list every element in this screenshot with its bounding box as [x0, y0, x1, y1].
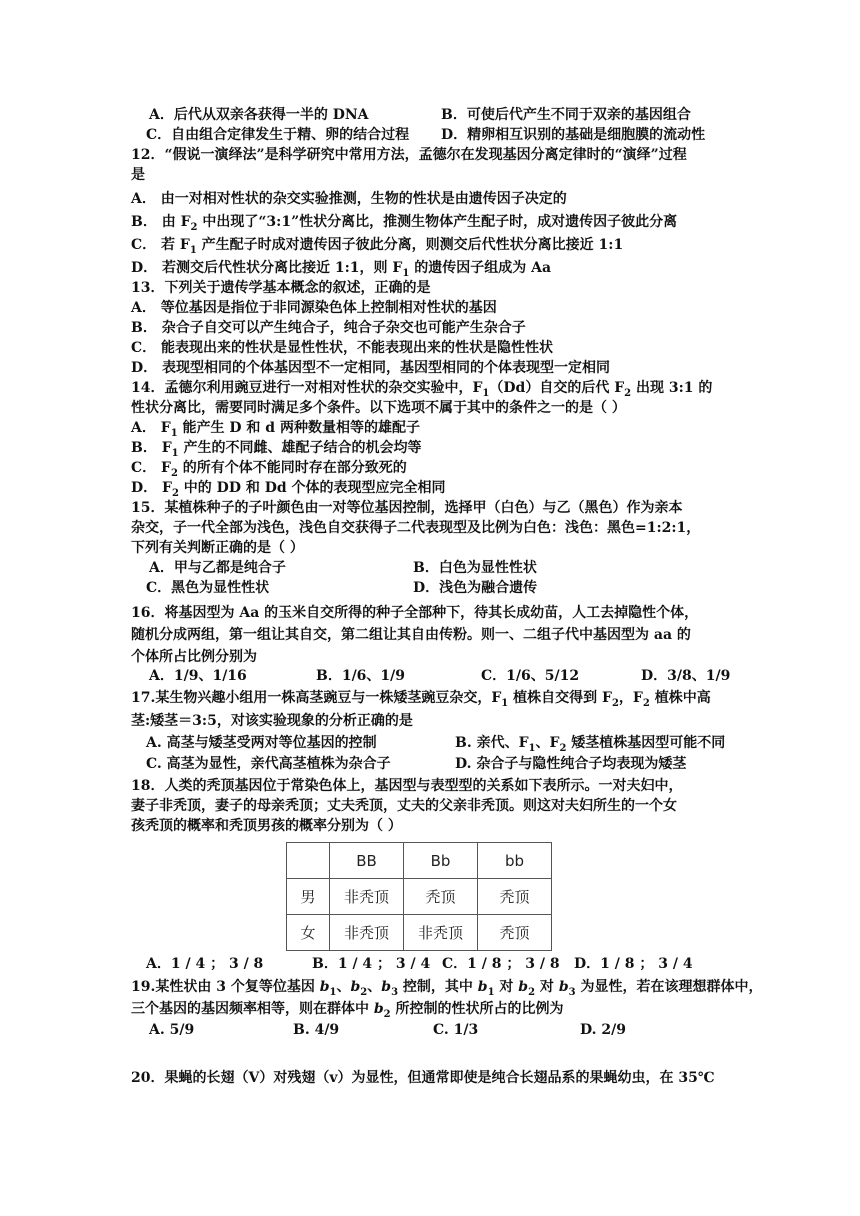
table-cell: 秃顶: [404, 879, 478, 915]
q18-stem-cont: 妻子非秃顶，妻子的母亲秃顶；丈夫秃顶，丈夫的父亲非秃顶。则这对夫妇所生的一个女: [131, 798, 677, 814]
q16-stem-cont2: 个体所占比例分别为: [131, 649, 257, 665]
q15-stem: 15．某植株种子的子叶颜色由一对等位基因控制，选择甲（白色）与乙（黑色）作为亲本: [131, 500, 683, 516]
q17-stem-cont: 茎:矮茎＝3:5，对该实验现象的分析正确的是: [131, 713, 413, 729]
q12-option-c: C． 若 $F_1$ 产生配子时成对遗传因子彼此分离，则测交后代性状分离比接近 1:1: [131, 237, 624, 256]
q16-stem-cont: 随机分成两组，第一组让其自交，第二组让其自由传粉。则一、二组子代中基因型为 aa 的: [131, 627, 691, 643]
q19-stem-cont: 三个基因的基因频率相等，则在群体中 $b_2$ 所控制的性状所占的比例为: [131, 1001, 564, 1020]
q19-option-b: B. 4/9: [293, 1022, 340, 1038]
table-header-row: [287, 843, 552, 879]
q15-option-a: A．甲与乙都是纯合子: [149, 560, 286, 576]
q20-stem: 20．果蝇的长翅（V）对残翅（v）为显性，但通常即使是纯合长翅品系的果蝇幼虫，在 35℃: [131, 1070, 715, 1086]
q16-option-c: C．1/6、5/12: [481, 668, 580, 684]
q14-option-c: C． $F_2$ 的所有个体不能同时存在部分致死的: [131, 460, 407, 479]
q13-option-a: A． 等位基因是指位于非同源染色体上控制相对性状的基因: [131, 300, 497, 316]
q11-option-d: D．精卵相互识别的基础是细胞膜的流动性: [441, 127, 706, 143]
table-row: [287, 879, 552, 915]
q17-option-c: C. 高茎为显性，亲代高茎植株为杂合子: [146, 756, 391, 772]
q12-option-a: A． 由一对相对性状的杂交实验推测，生物的性状是由遗传因子决定的: [131, 191, 567, 207]
q12-option-b: B． 由 $F_2$ 中出现了“3:1”性状分离比，推测生物体产生配子时，成对遗传因子彼此分离: [131, 214, 678, 233]
q19-option-d: D. 2/9: [580, 1022, 626, 1038]
q16-stem: 16．将基因型为 Aa 的玉米自交所得的种子全部种下，待其长成幼苗，人工去掉隐性个体，: [131, 605, 699, 621]
q14-stem: 14．孟德尔利用豌豆进行一对相对性状的杂交实验中，$F_1(Dd)$自交的后代 $F_2$ 出现 3:1 的: [131, 380, 713, 399]
q12-option-d: D． 若测交后代性状分离比接近 1:1，则 $F_1$ 的遗传因子组成为 Aa: [131, 260, 552, 279]
q17-stem: 17.某生物兴趣小组用一株高茎豌豆与一株矮茎豌豆杂交，$F_1$ 植株自交得到 $F_2$，$F_2$ 植株中高: [131, 690, 711, 709]
q18-option-b: B．1 / 4 ； 3 / 4: [312, 956, 431, 972]
q16-option-a: A．1/9、1/16: [149, 668, 247, 684]
table-cell: Bb: [404, 843, 478, 879]
q13-option-d: D． 表现型相同的个体基因型不一定相同，基因型相同的个体表现型一定相同: [131, 360, 611, 376]
q15-option-b: B．白色为显性性状: [413, 560, 537, 576]
q14-option-b: B． $F_1$ 产生的不同雌、雄配子结合的机会均等: [131, 440, 422, 459]
table-cell: 秃顶: [478, 915, 552, 951]
q19-option-a: A. 5/9: [149, 1022, 195, 1038]
table-cell: bb: [478, 843, 552, 879]
q14-stem-cont: 性状分离比，需要同时满足多个条件。以下选项不属于其中的条件之一的是（ ）: [131, 400, 626, 416]
q15-stem-cont2: 下列有关判断正确的是（ ）: [131, 540, 304, 556]
q11-option-b: B．可使后代产生不同于双亲的基因组合: [441, 107, 691, 123]
q18-stem: 18．人类的秃顶基因位于常染色体上，基因型与表型型的关系如下表所示。一对夫妇中，: [131, 778, 683, 794]
q16-option-d: D．3/8、1/9: [641, 668, 731, 684]
q15-stem-cont: 杂交，子一代全部为浅色，浅色自交获得子二代表现型及比例为白色：浅色：黑色=1:2:1，: [131, 520, 701, 536]
q16-option-b: B．1/6、1/9: [316, 668, 406, 684]
table-cell: 秃顶: [478, 879, 552, 915]
q17-option-d: D. 杂合子与隐性纯合子均表现为矮茎: [455, 756, 687, 772]
table-cell: 非秃顶: [330, 879, 404, 915]
baldness-genotype-table: [286, 842, 552, 951]
q14-option-d: D． $F_2$ 中的 DD 和 Dd 个体的表现型应完全相同: [131, 480, 446, 499]
q18-option-a: A．1 / 4 ； 3 / 8: [146, 956, 264, 972]
q18-option-c: C．1 / 8 ； 3 / 8: [442, 956, 560, 972]
q15-option-c: C．黑色为显性性状: [146, 580, 270, 596]
table-cell: 女: [287, 915, 330, 951]
q13-stem: 13．下列关于遗传学基本概念的叙述，正确的是: [131, 280, 431, 296]
q12-stem: 12．“假说一演绎法”是科学研究中常用方法，孟德尔在发现基因分离定律时的“演绎”过程: [131, 147, 687, 163]
table-cell: BB: [330, 843, 404, 879]
q15-option-d: D．浅色为融合遗传: [413, 580, 538, 596]
table-cell: 非秃顶: [330, 915, 404, 951]
q19-option-c: C. 1/3: [433, 1022, 479, 1038]
table-row: [287, 915, 552, 951]
table-cell: 男: [287, 879, 330, 915]
q11-option-c: C．自由组合定律发生于精、卵的结合过程: [146, 127, 410, 143]
q18-stem-cont2: 孩秃顶的概率和秃顶男孩的概率分别为（ ）: [131, 818, 402, 834]
table-cell: 非秃顶: [404, 915, 478, 951]
q12-stem-cont: 是: [131, 167, 145, 183]
q17-option-b: B. 亲代、$F_1$、$F_2$ 矮茎植株基因型可能不同: [455, 735, 726, 754]
q17-option-a: A. 高茎与矮茎受两对等位基因的控制: [146, 735, 377, 751]
q18-option-d: D．1 / 8 ； 3 / 4: [574, 956, 693, 972]
q13-option-b: B． 杂合子自交可以产生纯合子，纯合子杂交也可能产生杂合子: [131, 320, 526, 336]
q11-option-a: A．后代从双亲各获得一半的 DNA: [149, 107, 369, 123]
q19-stem: 19.某性状由 3 个复等位基因 $b_1$、$b_2$、$b_3$ 控制，其中 $b_1$ 对 $b_2$ 对 $b_3$ 为显性，若在该理想群体中，: [131, 979, 763, 998]
q13-option-c: C． 能表现出来的性状是显性性状，不能表现出来的性状是隐性性状: [131, 340, 554, 356]
q14-option-a: A． $F_1$ 能产生 D 和 d 两种数量相等的雄配子: [131, 420, 420, 439]
table-cell: [287, 843, 330, 879]
